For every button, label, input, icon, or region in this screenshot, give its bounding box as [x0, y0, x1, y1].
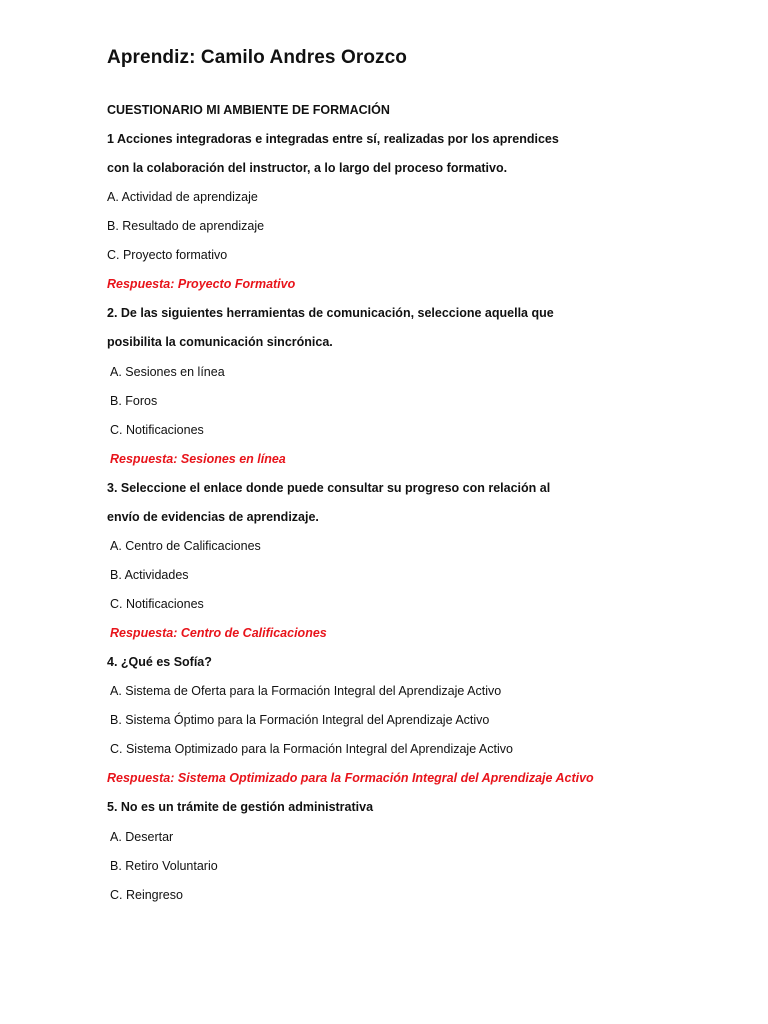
question-5-option-a: A. Desertar [110, 830, 174, 844]
question-3-option-b: B. Actividades [110, 568, 189, 582]
question-2-option-b: B. Foros [110, 394, 158, 408]
question-1-option-c: C. Proyecto formativo [107, 248, 228, 262]
question-2-text-line-2: posibilita la comunicación sincrónica. [107, 335, 333, 349]
question-5-text: 5. No es un trámite de gestión administrativa [107, 800, 374, 814]
question-3-option-a: A. Centro de Calificaciones [110, 539, 261, 553]
question-3-answer: Respuesta: Centro de Calificaciones [110, 626, 327, 640]
question-3-option-c: C. Notificaciones [110, 597, 204, 611]
question-1-answer: Respuesta: Proyecto Formativo [107, 277, 296, 291]
question-4-option-b: B. Sistema Óptimo para la Formación Integral del Aprendizaje Activo [110, 713, 490, 727]
question-2-option-c: C. Notificaciones [110, 423, 204, 437]
question-3-text-line-1: 3. Seleccione el enlace donde puede consultar su progreso con relación al [107, 481, 551, 495]
question-1-text-line-1: 1 Acciones integradoras e integradas entre sí, realizadas por los aprendices [107, 132, 559, 146]
question-1-option-b: B. Resultado de aprendizaje [107, 219, 265, 233]
page-title: Aprendiz: Camilo Andres Orozco [107, 47, 407, 68]
question-4-option-c: C. Sistema Optimizado para la Formación Integral del Aprendizaje Activo [110, 742, 513, 756]
question-2-text-line-1: 2. De las siguientes herramientas de comunicación, seleccione aquella que [107, 306, 554, 320]
question-5-option-b: B. Retiro Voluntario [110, 859, 218, 873]
question-4-text: 4. ¿Qué es Sofía? [107, 655, 212, 669]
question-1-option-a: A. Actividad de aprendizaje [107, 190, 258, 204]
question-2-answer: Respuesta: Sesiones en línea [110, 452, 286, 466]
question-3-text-line-2: envío de evidencias de aprendizaje. [107, 510, 319, 524]
question-4-answer: Respuesta: Sistema Optimizado para la Formación Integral del Aprendizaje Activo [107, 771, 594, 785]
question-5-option-c: C. Reingreso [110, 888, 183, 902]
question-1-text-line-2: con la colaboración del instructor, a lo largo del proceso formativo. [107, 161, 508, 175]
document-subtitle: CUESTIONARIO MI AMBIENTE DE FORMACIÓN [107, 103, 390, 117]
question-4-option-a: A. Sistema de Oferta para la Formación Integral del Aprendizaje Activo [110, 684, 502, 698]
question-2-option-a: A. Sesiones en línea [110, 365, 225, 379]
